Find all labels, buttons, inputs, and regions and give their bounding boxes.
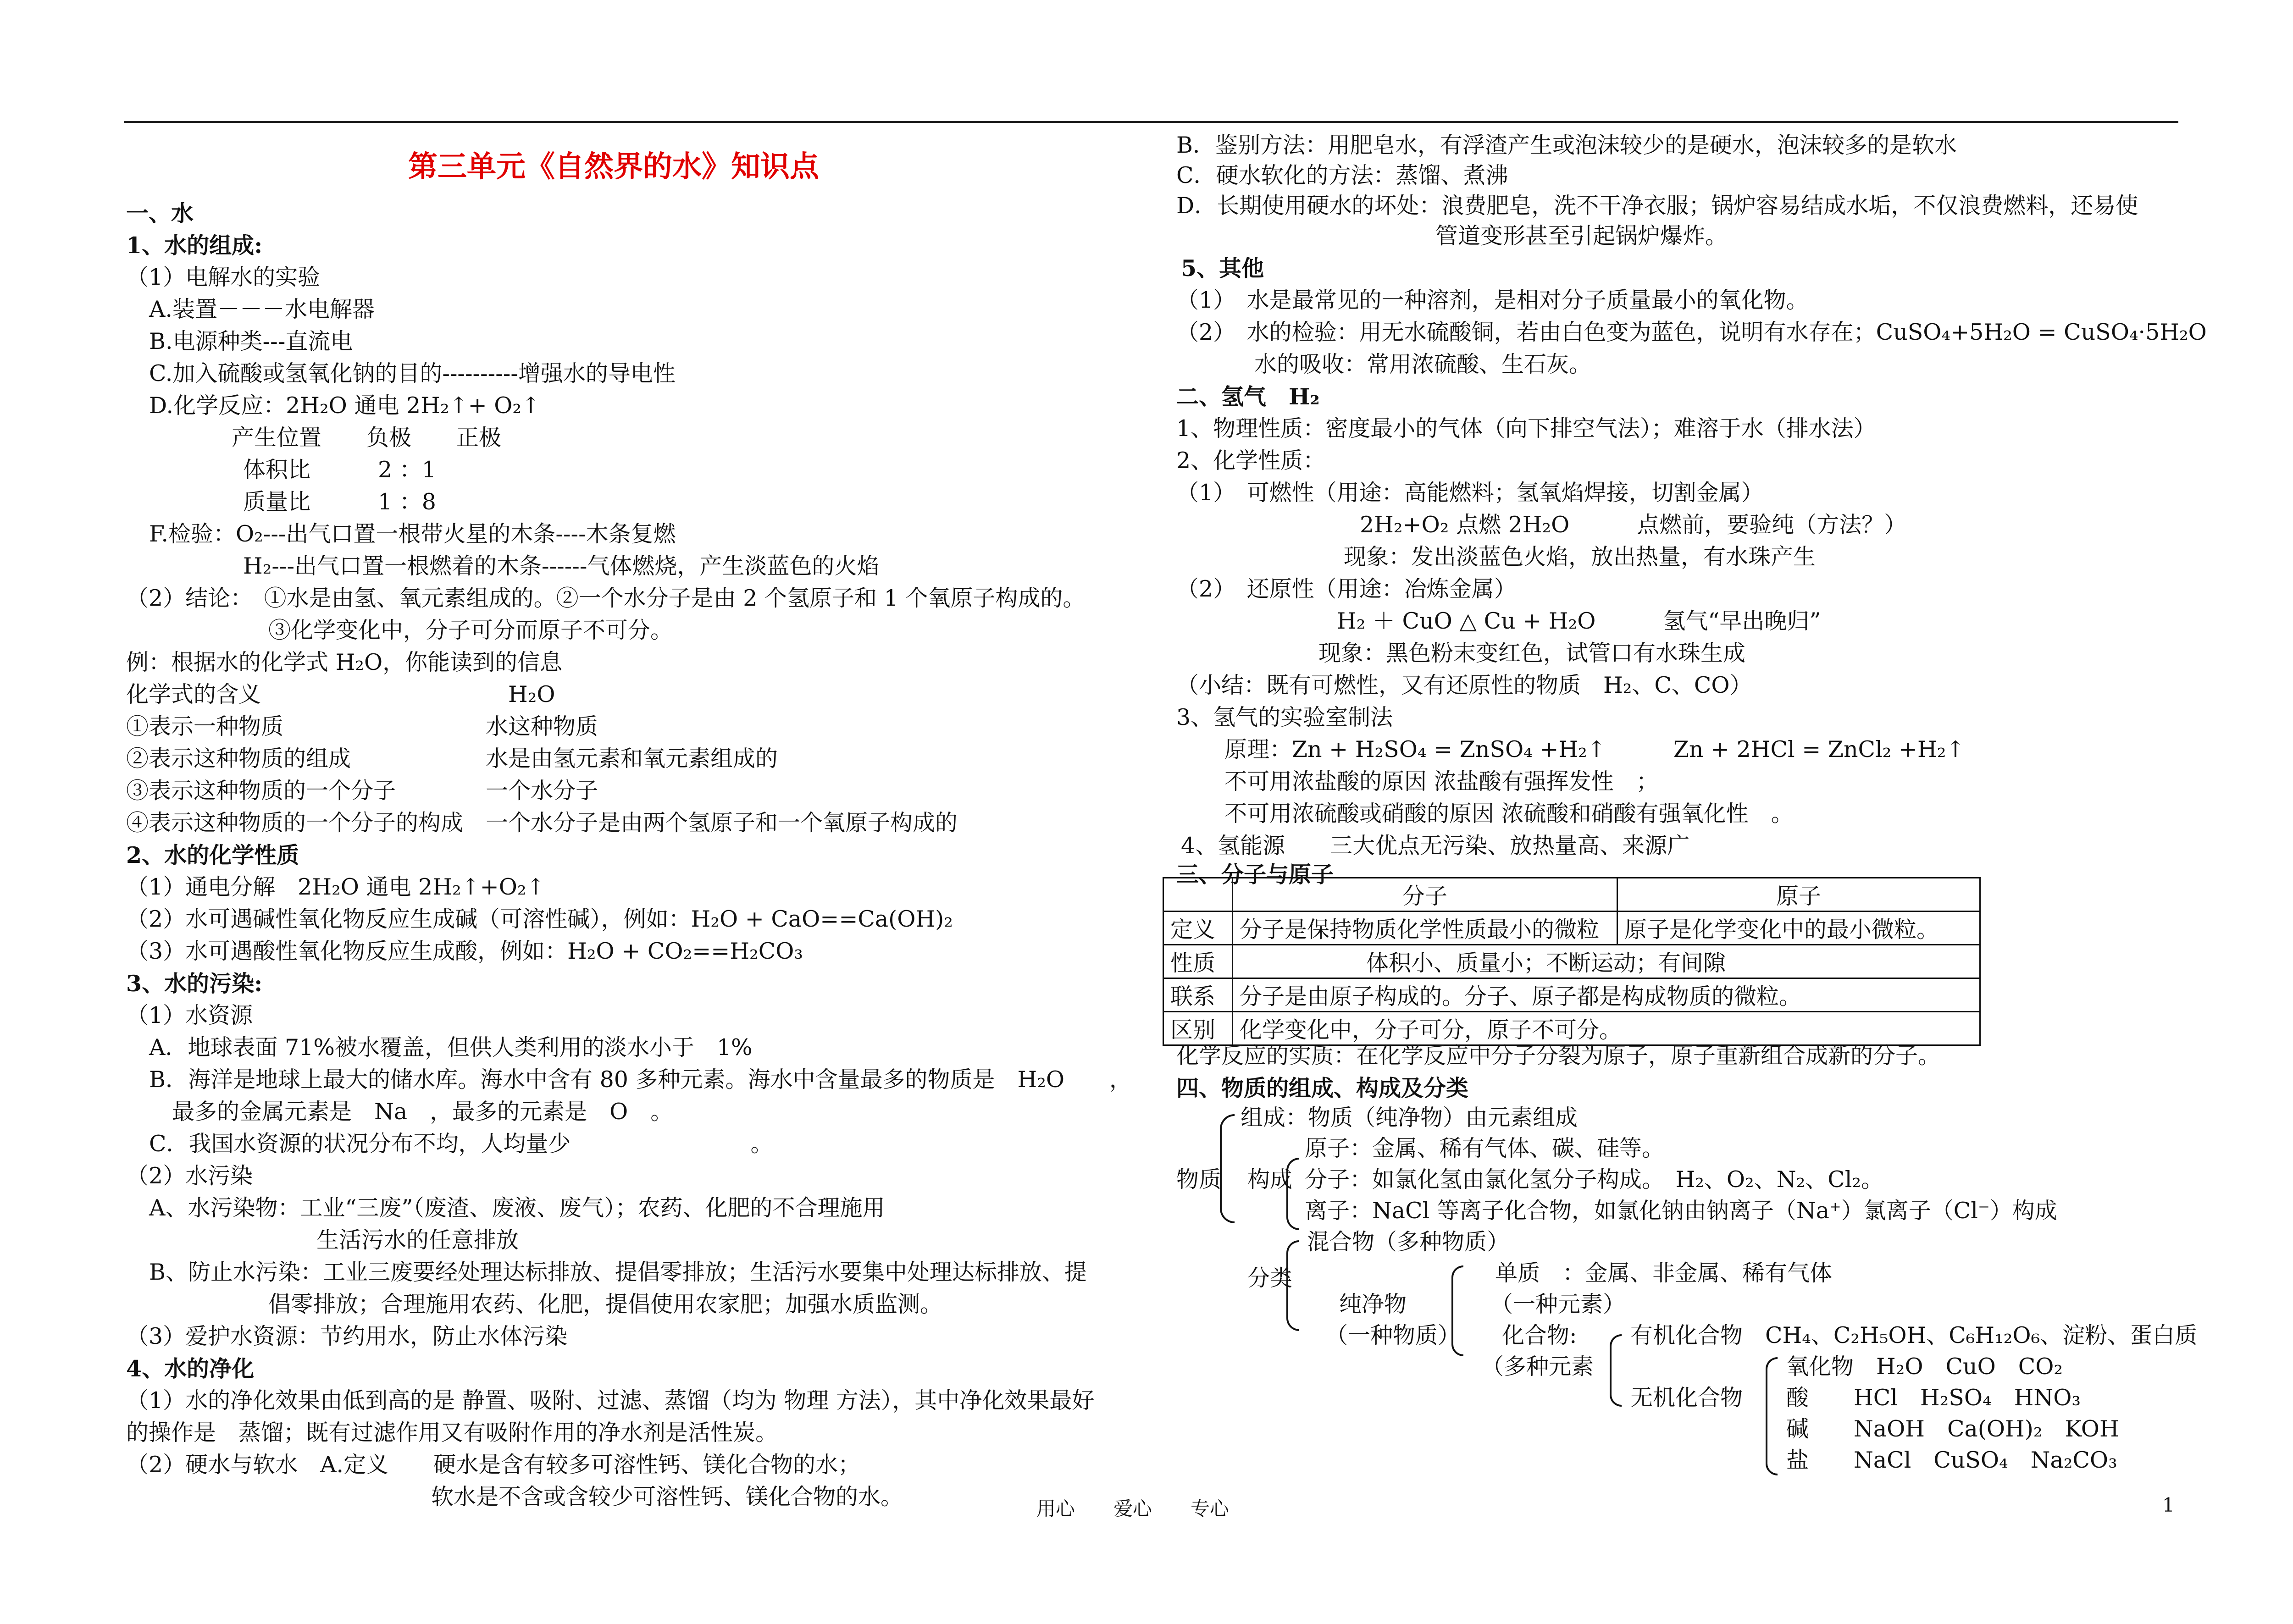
table-cell: 区别 xyxy=(1163,1012,1233,1045)
tree-root: 物质 xyxy=(1176,1166,1222,1193)
text-line: A．地球表面 71%被水覆盖，但供人类利用的淡水小于 1% xyxy=(149,1034,753,1061)
text-line: 化学式的含义 H₂O xyxy=(126,681,555,707)
brace xyxy=(1220,1114,1235,1223)
heading: 二、氢气 H₂ xyxy=(1176,383,1320,410)
text-line: B.电源种类---直流电 xyxy=(149,328,353,354)
text-line: 软水是不含或含较少可溶性钙、镁化合物的水。 xyxy=(431,1484,903,1510)
text-line: 生活污水的任意排放 xyxy=(316,1227,519,1253)
text-line: D．长期使用硬水的坏处：浪费肥皂，洗不干净衣服；锅炉容易结成水垢，不仅浪费燃料，还易使 xyxy=(1176,193,2138,219)
text-line: F.检验：O₂---出气口置一根带火星的木条----木条复燃 xyxy=(149,521,676,547)
text-line: 倡零排放；合理施用农药、化肥，提倡使用农家肥；加强水质监测。 xyxy=(268,1291,943,1317)
text-line: （小结：既有可燃性，又有还原性的物质 H₂、C、CO） xyxy=(1176,672,1752,698)
tree-node: 碱 NaOH Ca(OH)₂ KOH xyxy=(1786,1416,2119,1442)
heading: 5、其他 xyxy=(1181,255,1264,282)
tree-node: 单质 ：金属、非金属、稀有气体 xyxy=(1495,1260,1833,1286)
text-line: 2H₂+O₂ 点燃 2H₂O 点燃前，要验纯（方法？） xyxy=(1360,512,1907,538)
text-line: 最多的金属元素是 Na ，最多的元素是 O 。 xyxy=(172,1099,673,1125)
text-line: 不可用浓盐酸的原因 浓盐酸有强挥发性 ； xyxy=(1224,768,1659,795)
tree-node: 纯净物 xyxy=(1339,1291,1407,1317)
table-cell xyxy=(1163,878,1233,911)
heading: 4、水的净化 xyxy=(126,1355,255,1382)
table-cell: 体积小、质量小；不断运动；有间隙 xyxy=(1233,945,1980,978)
table-cell: 定义 xyxy=(1163,911,1233,945)
heading: 四、物质的组成、构成及分类 xyxy=(1176,1075,1469,1101)
text-line: 现象：发出淡蓝色火焰，放出热量，有水珠产生 xyxy=(1344,544,1816,570)
table-cell: 联系 xyxy=(1163,978,1233,1012)
text-line: （1） 可燃性（用途：高能燃料；氢氧焰焊接，切割金属） xyxy=(1176,480,1764,506)
text-line: 体积比 2 ：1 xyxy=(243,457,436,483)
text-line: （2） 水的检验：用无水硫酸铜，若由白色变为蓝色，说明有水存在；CuSO₄+5H₂O = CuSO₄·5H₂O xyxy=(1176,319,2207,345)
text-line: 产生位置 负极 正极 xyxy=(232,425,502,451)
table-row xyxy=(1163,945,1980,978)
brace xyxy=(1610,1334,1622,1407)
text-line: 2、化学性质： xyxy=(1176,447,1326,474)
molecule-atom-table xyxy=(1163,877,1981,1046)
heading: 2、水的化学性质 xyxy=(126,842,299,868)
text-line: （3）水可遇酸性氧化物反应生成酸，例如：H₂O + CO₂==H₂CO₃ xyxy=(126,938,803,964)
brace xyxy=(1766,1357,1778,1475)
text-line: 4、氢能源 三大优点无污染、放热量高、来源广 xyxy=(1181,833,1690,859)
tree-node: 组成：物质（纯净物）由元素组成 xyxy=(1241,1105,1578,1131)
table-cell: 原子 xyxy=(1617,878,1980,911)
text-line: ②表示这种物质的组成 水是由氢元素和氧元素组成的 xyxy=(126,746,778,772)
tree-node: 酸 HCl H₂SO₄ HNO₃ xyxy=(1786,1385,2081,1411)
text-line: 管道变形甚至引起锅炉爆炸。 xyxy=(1435,223,1728,249)
text-line: （2）水污染 xyxy=(126,1163,253,1189)
text-line: ③表示这种物质的一个分子 一个水分子 xyxy=(126,778,598,804)
text-line: 原理：Zn + H₂SO₄ = ZnSO₄ +H₂↑ Zn + 2HCl = ZnCl₂ +H₂↑ xyxy=(1224,736,1965,762)
text-line: （2）水可遇碱性氧化物反应生成碱（可溶性碱），例如：H₂O + CaO==Ca(OH)₂ xyxy=(126,906,953,932)
text-line: 现象：黑色粉末变红色，试管口有水珠生成 xyxy=(1318,640,1746,666)
tree-node: （多种元素 xyxy=(1481,1353,1594,1380)
text-line: 例：根据水的化学式 H₂O，你能读到的信息 xyxy=(126,649,563,675)
text-line: （1）水资源 xyxy=(126,1002,253,1028)
tree-node: 分子：如氯化氢由氯化氢分子构成。 H₂、O₂、N₂、Cl₂。 xyxy=(1305,1166,1884,1193)
text-line: H₂---出气口置一根燃着的木条------气体燃烧，产生淡蓝色的火焰 xyxy=(243,553,880,579)
tree-node: 原子：金属、稀有气体、碳、硅等。 xyxy=(1305,1135,1665,1161)
table-row xyxy=(1163,978,1980,1012)
text-line: （3）爱护水资源：节约用水，防止水体污染 xyxy=(126,1323,568,1349)
text-line: 3、氢气的实验室制法 xyxy=(1176,704,1393,730)
tree-node: 分类 xyxy=(1247,1265,1293,1291)
text-line: （2）结论： ①水是由氢、氧元素组成的。②一个水分子是由 2 个氢原子和 1 个氧原子构成的。 xyxy=(126,585,1086,611)
text-line: B．海洋是地球上最大的储水库。海水中含有 80 多种元素。海水中含量最多的物质是 H₂O ， xyxy=(149,1066,1132,1093)
text-line: ④表示这种物质的一个分子的构成 一个水分子是由两个氢原子和一个氧原子构成的 xyxy=(126,810,958,836)
table-cell: 化学变化中，分子可分，原子不可分。 xyxy=(1233,1012,1980,1045)
table-cell: 分子是保持物质化学性质最小的微粒 xyxy=(1233,911,1617,945)
tree-node: 有机化合物 CH₄、C₂H₅OH、C₆H₁₂O₆、淀粉、蛋白质 xyxy=(1630,1322,2198,1348)
tree-node: （一种元素） xyxy=(1490,1291,1626,1317)
text-line: C.加入硫酸或氢氧化钠的目的----------增强水的导电性 xyxy=(149,360,676,387)
text-line: H₂ ＋ CuO △ Cu + H₂O 氢气“早出晚归” xyxy=(1337,608,1821,634)
table-row xyxy=(1163,1012,1980,1045)
tree-node: 无机化合物 xyxy=(1630,1385,1743,1411)
text-line: ①表示一种物质 水这种物质 xyxy=(126,713,598,740)
text-line: A.装置－－－水电解器 xyxy=(149,296,375,322)
tree-node: （一种物质） xyxy=(1325,1322,1461,1348)
heading: 3、水的污染: xyxy=(126,970,263,997)
text-line: （1）水的净化效果由低到高的是 静置、吸附、过滤、蒸馏（均为 物理 方法），其中净化效果最好 xyxy=(126,1387,1095,1414)
table-cell: 分子 xyxy=(1233,878,1617,911)
table-cell: 原子是化学变化中的最小微粒。 xyxy=(1617,911,1980,945)
tree-node: 氧化物 H₂O CuO CO₂ xyxy=(1786,1353,2063,1380)
text-line: （2） 还原性（用途：冶炼金属） xyxy=(1176,576,1517,602)
text-line: （1）通电分解 2H₂O 通电 2H₂↑+O₂↑ xyxy=(126,874,545,900)
tree-node: 盐 NaCl CuSO₄ Na₂CO₃ xyxy=(1786,1447,2117,1473)
tree-node: 构成 xyxy=(1247,1166,1293,1193)
text-line: 不可用浓硫酸或硝酸的原因 浓硫酸和硝酸有强氧化性 。 xyxy=(1224,801,1794,827)
text-line: C．我国水资源的状况分布不均，人均量少 。 xyxy=(149,1131,773,1157)
text-line: 水的吸收：常用浓硫酸、生石灰。 xyxy=(1254,351,1592,377)
table-cell: 性质 xyxy=(1163,945,1233,978)
top-rule xyxy=(124,121,2178,123)
heading: 三、分子与原子 xyxy=(1176,861,1334,888)
text-line: C．硬水软化的方法：蒸馏、煮沸 xyxy=(1176,162,1508,188)
text-line: ③化学变化中，分子可分而原子不可分。 xyxy=(268,617,673,643)
text-line: B、防止水污染：工业三废要经处理达标排放、提倡零排放；生活污水要集中处理达标排放、提 xyxy=(149,1259,1087,1285)
table-row xyxy=(1163,911,1980,945)
tree-node: 化合物: xyxy=(1502,1322,1577,1348)
heading: 一、水 xyxy=(126,200,194,226)
page-number: 1 xyxy=(2162,1494,2175,1516)
table-cell: 分子是由原子构成的。分子、原子都是构成物质的微粒。 xyxy=(1233,978,1980,1012)
footer-motto: 用心 爱心 专心 xyxy=(1036,1497,1230,1520)
text-line: 1、物理性质：密度最小的气体（向下排空气法）；难溶于水（排水法） xyxy=(1176,415,1876,442)
tree-node: 混合物（多种物质） xyxy=(1307,1229,1510,1255)
text-line: （2）硬水与软水 A.定义 硬水是含有较多可溶性钙、镁化合物的水； xyxy=(126,1452,861,1478)
text-line: D.化学反应：2H₂O 通电 2H₂↑+ O₂↑ xyxy=(149,392,541,419)
text-line: A、水污染物：工业“三废”（废渣、废液、废气）；农药、化肥的不合理施用 xyxy=(149,1195,885,1221)
heading: 1、水的组成: xyxy=(126,232,263,259)
table-header-row xyxy=(1163,878,1980,911)
tree-node: 离子：NaCl 等离子化合物，如氯化钠由钠离子（Na⁺）氯离子（Cl⁻）构成 xyxy=(1305,1198,2057,1224)
text-line: （1）电解水的实验 xyxy=(126,264,321,290)
text-line: B．鉴别方法：用肥皂水，有浮渣产生或泡沫较少的是硬水，泡沫较多的是软水 xyxy=(1176,132,1957,158)
text-line: （1） 水是最常见的一种溶剂，是相对分子质量最小的氧化物。 xyxy=(1176,287,1809,313)
text-line: 的操作是 蒸馏；既有过滤作用又有吸附作用的净水剂是活性炭。 xyxy=(126,1420,778,1446)
text-line: 质量比 1 ：8 xyxy=(243,489,436,515)
page-title: 第三单元《自然界的水》知识点 xyxy=(408,149,819,184)
text-line: 化学反应的实质：在化学反应中分子分裂为原子，原子重新组合成新的分子。 xyxy=(1176,1043,1941,1069)
